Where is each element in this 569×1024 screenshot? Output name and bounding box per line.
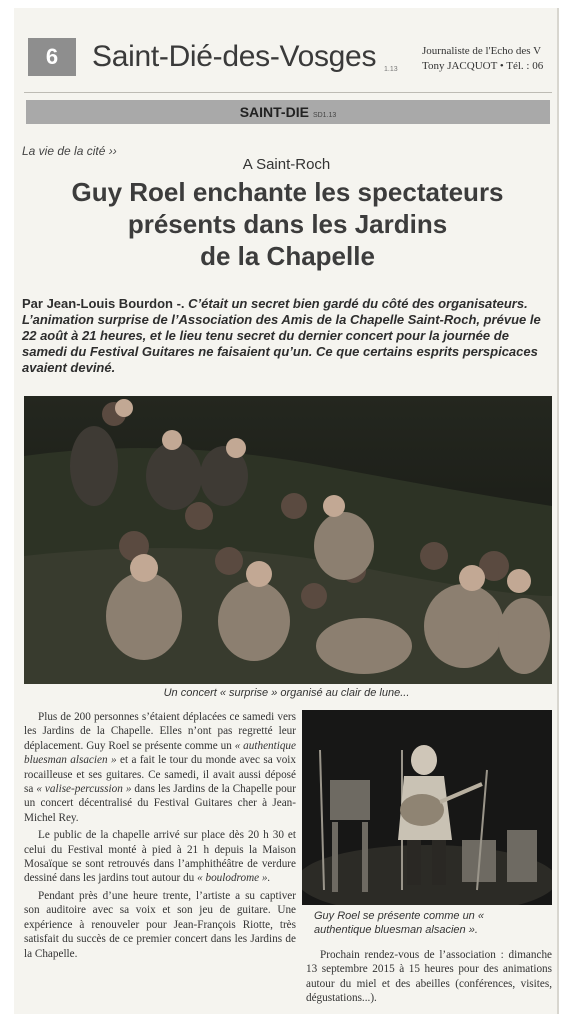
headline-line-3: de la Chapelle <box>200 241 375 271</box>
article-body-right <box>306 948 552 1006</box>
guitarist-photo-image <box>302 710 552 905</box>
section-code: SD1.13 <box>312 112 337 119</box>
headline-line-1: Guy Roel enchante les spectateurs <box>71 177 504 207</box>
quote-bluesman: « authentique bluesman alsacien » <box>24 739 296 767</box>
header-rule <box>24 92 552 93</box>
newspaper-page <box>14 8 559 1014</box>
headline <box>20 176 555 272</box>
issue-code: 1.13 <box>384 66 398 73</box>
rubric-mark: ›› <box>108 144 117 158</box>
article-body-left <box>24 710 296 964</box>
paragraph-2-part-a: Le public de la chapelle arrivé sur place dès 20 h 30 et celui du Festival monté à pied à 21 h depuis la Maison Mosaïque se sont retrouvés dans l’amphithéâtre de verdure dessiné dans les jardins tout autour du <box>24 829 296 885</box>
quote-boulodrome: « boulodrome ». <box>197 872 271 885</box>
paragraph-4: Prochain rendez-vous de l’association : dimanche 13 septembre 2015 à 15 heures pour des animations autour du miel et des abeilles (conférences, visites, dégustations...). <box>306 949 552 1005</box>
audience-photo-image <box>24 396 552 684</box>
section-banner <box>26 100 550 124</box>
headline-line-2: présents dans les Jardins <box>127 209 448 239</box>
page-number: 6 <box>28 38 76 76</box>
paragraph-1-part-c: dans les Jardins de la Chapelle pour un concert décentralisé du Festival Guitares cher à Jean-Michel Rey. <box>24 783 296 824</box>
journalist-line-1: Journaliste de l'Echo des V <box>422 45 542 57</box>
paragraph-1-part-b: et a fait le tour du monde avec sa voix rocailleuse et ses guitares. Ce samedi, il avait aussi déposé sa <box>24 754 296 796</box>
byline: Par Jean-Louis Bourdon -. <box>22 296 185 311</box>
audience-photo <box>24 396 552 684</box>
audience-photo-caption: Un concert « surprise » organisé au clair de lune... <box>163 687 410 699</box>
city-title: Saint-Dié-des-Vosges <box>92 40 377 73</box>
paragraph-3: Pendant près d’une heure trente, l’artiste a su captiver son auditoire avec sa voix et son jeu de guitare. Une expérience à renouveler pour Jean-François Riotte, très satisfait du succès de ce premier concert dans les Jardins de la Chapelle. <box>24 889 296 960</box>
journalist-info <box>422 44 559 74</box>
journalist-line-2: Tony JACQUOT • Tél. : 06 <box>422 60 544 72</box>
guitarist-photo-caption: Guy Roel se présente comme un « authentique bluesman alsacien ». <box>314 910 484 936</box>
lede <box>22 296 550 376</box>
lede-text: C’était un secret bien gardé du côté des organisateurs. L’animation surprise de l’Association des Amis de la Chapelle Saint-Roch, prévue le 22 août à 21 heures, et le lieu tenu secret du dernier concert pour la journée de samedi du Festival Guitares ne faisaient qu’un. Ce que certains esprits perspicaces avaient deviné. <box>22 296 541 375</box>
guitarist-photo <box>302 710 552 905</box>
rubric-label: La vie de la cité <box>22 144 106 158</box>
section-name: SAINT-DIE <box>239 104 309 120</box>
paragraph-1-part-a: Plus de 200 personnes s’étaient déplacées ce samedi vers les Jardins de la Chapelle. Elles n’ont pas regretté leur déplacement. Guy Roel se présente comme un <box>24 711 296 752</box>
quote-valise: « valise-percussion » <box>36 783 132 796</box>
paragraph-1 <box>24 710 296 825</box>
kicker: A Saint-Roch <box>242 156 331 173</box>
paragraph-2 <box>24 828 296 886</box>
